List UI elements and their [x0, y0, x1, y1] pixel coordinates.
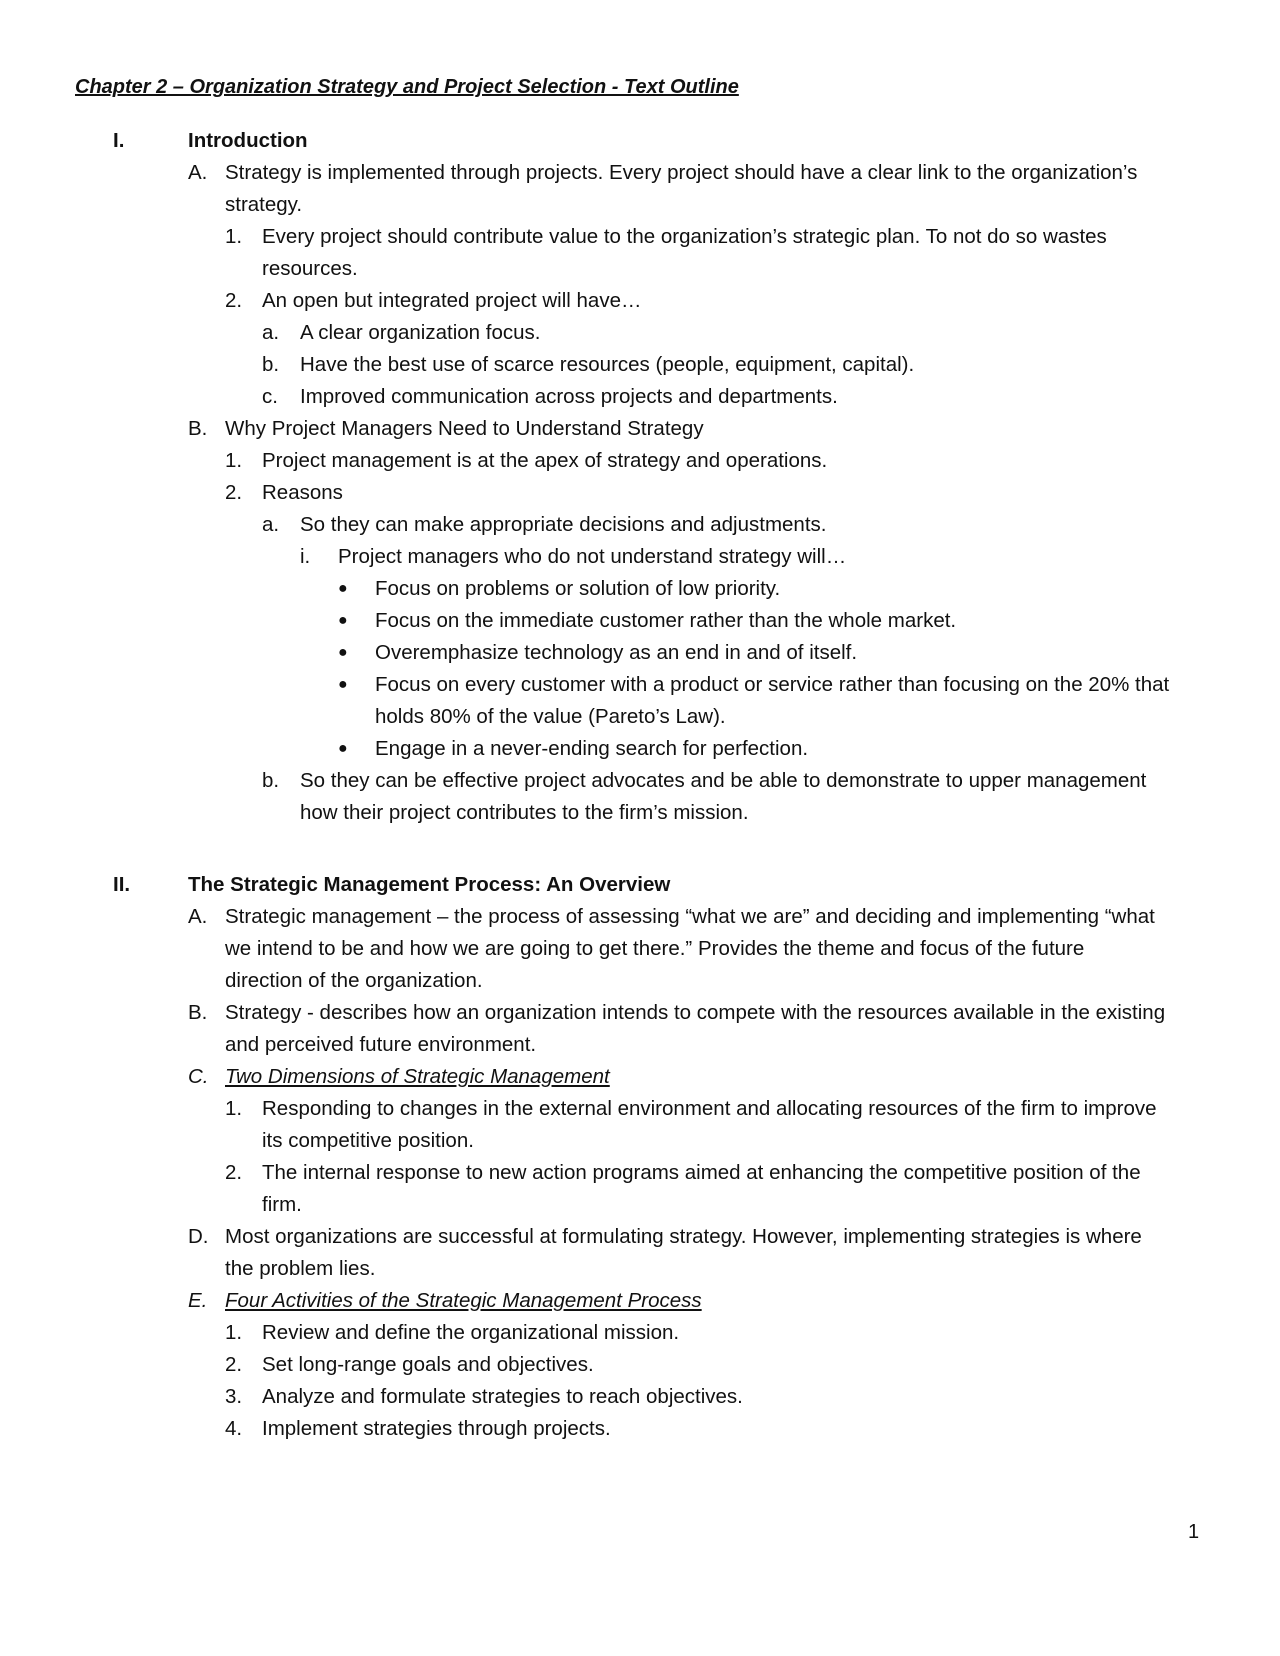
- section-numeral: II.: [113, 873, 131, 896]
- bullet-item: ● Focus on problems or solution of low priority.: [0, 573, 1280, 605]
- page-number: 1: [1188, 1521, 1200, 1543]
- bullet-icon: ●: [338, 740, 348, 757]
- outline-item: a. So they can make appropriate decisions and adjustments.: [262, 513, 827, 536]
- bullet-icon: ●: [338, 580, 348, 597]
- outline-item: C. Two Dimensions of Strategic Management: [188, 1065, 610, 1088]
- outline-item: 1. Project management is at the apex of strategy and operations.: [225, 449, 828, 472]
- bullet-item: ● Engage in a never-ending search for perfection.: [0, 733, 1280, 765]
- outline-item: b. Have the best use of scarce resources (people, equipment, capital).: [262, 353, 915, 376]
- section-heading: The Strategic Management Process: An Overview: [188, 873, 671, 896]
- outline-item: B. Strategy - describes how an organization intends to compete with the resources available in the existing and perceived future environment.: [188, 1001, 1166, 1056]
- outline-item: A. Strategy is implemented through projects. Every project should have a clear link to the organization’s strategy.: [188, 161, 1138, 216]
- outline-item: 2. The internal response to new action programs aimed at enhancing the competitive position of the firm.: [225, 1161, 1141, 1216]
- bullet-icon: ●: [338, 676, 348, 693]
- outline-item: 3. Analyze and formulate strategies to reach objectives.: [225, 1385, 743, 1408]
- outline-item: c. Improved communication across projects and departments.: [262, 385, 838, 408]
- section-heading: Introduction: [188, 129, 308, 152]
- outline-item: 1. Every project should contribute value to the organization’s strategic plan. To not do so wastes resources.: [225, 225, 1107, 280]
- outline-item: 1. Responding to changes in the external environment and allocating resources of the firm to improve its competitive position.: [225, 1097, 1157, 1152]
- outline-item: D. Most organizations are successful at formulating strategy. However, implementing strategies is where the problem lies.: [188, 1225, 1142, 1280]
- outline-item: 1. Review and define the organizational mission.: [225, 1321, 680, 1344]
- bullet-icon: ●: [338, 612, 348, 629]
- outline-item: 4. Implement strategies through projects.: [225, 1417, 611, 1440]
- outline-item: E. Four Activities of the Strategic Management Process: [188, 1289, 702, 1312]
- bullet-item: ● Overemphasize technology as an end in and of itself.: [0, 637, 1280, 669]
- outline-item: 2. An open but integrated project will have…: [225, 289, 642, 312]
- bullet-item: ● Focus on every customer with a product or service rather than focusing on the 20% that holds 80% of the value (Pareto’s Law).: [0, 669, 1280, 733]
- outline-item: B. Why Project Managers Need to Understand Strategy: [188, 417, 704, 440]
- document-title: Chapter 2 – Organization Strategy and Project Selection - Text Outline: [75, 76, 739, 98]
- outline-item: 2. Set long-range goals and objectives.: [225, 1353, 594, 1376]
- outline-item: b. So they can be effective project advocates and be able to demonstrate to upper management how their project contributes to the firm’s mission.: [262, 769, 1147, 824]
- outline-item: A. Strategic management – the process of assessing “what we are” and deciding and implementing “what we intend to be and how we are going to get there.” Provides the theme and focus of the future direction of the organization.: [188, 905, 1155, 992]
- bullet-icon: ●: [338, 644, 348, 661]
- outline-item: i. Project managers who do not understand strategy will…: [300, 545, 847, 568]
- section-numeral: I.: [113, 129, 125, 152]
- section-strategic-management: [0, 869, 1280, 1445]
- outline-item: a. A clear organization focus.: [262, 321, 541, 344]
- outline-item: 2. Reasons: [225, 481, 343, 504]
- section-introduction: [0, 125, 1280, 829]
- bullet-item: ● Focus on the immediate customer rather than the whole market.: [0, 605, 1280, 637]
